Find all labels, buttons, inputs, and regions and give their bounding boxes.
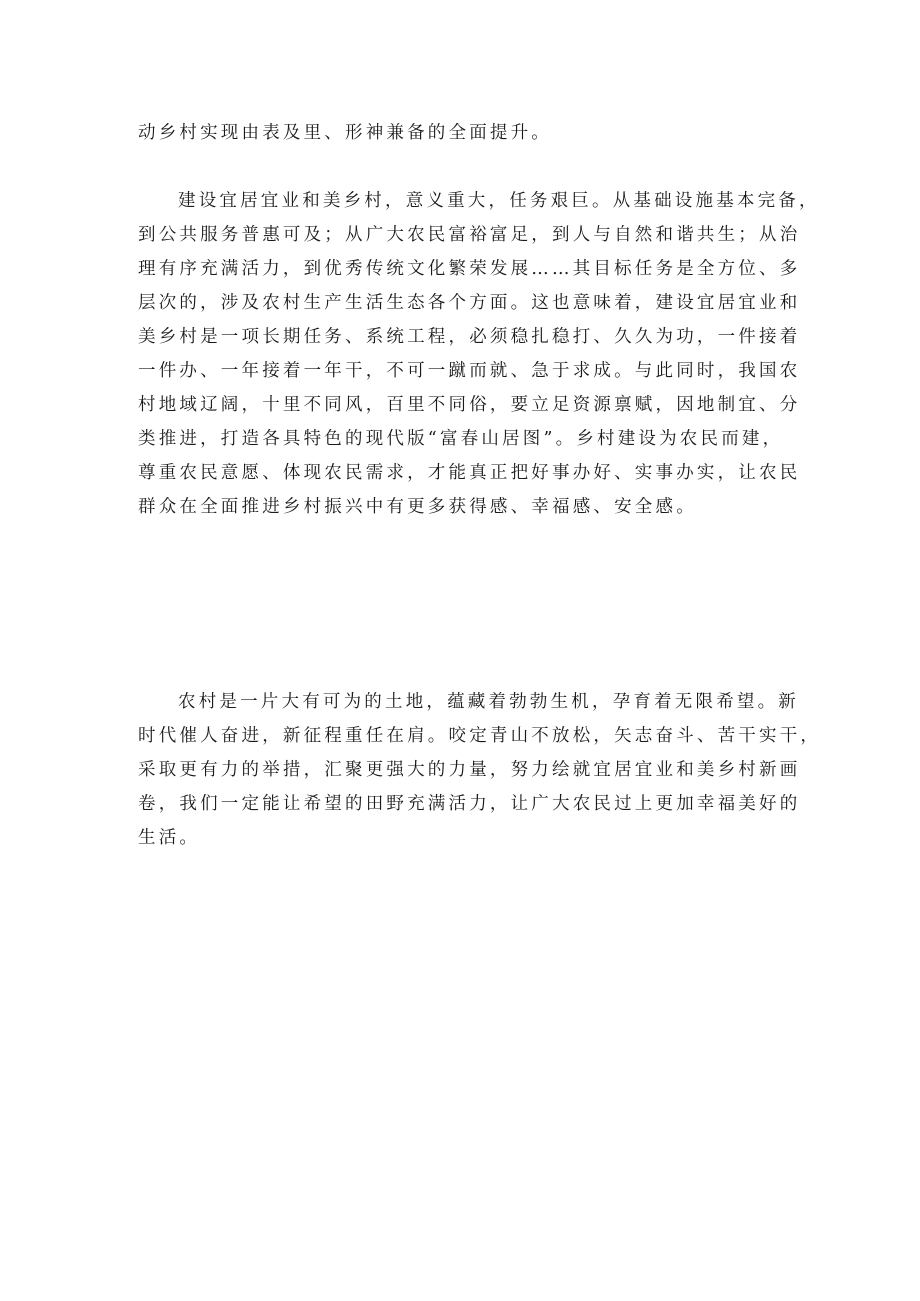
- paragraph-line: 理有序充满活力，到优秀传统文化繁荣发展……其目标任务是全方位、多: [138, 259, 801, 279]
- paragraph-line: 类推进，打造各具特色的现代版“富春山居图”。乡村建设为农民而建，: [138, 429, 784, 449]
- paragraph-line: 尊重农民意愿、体现农民需求，才能真正把好事办好、实事办实，让农民: [138, 463, 801, 483]
- paragraph-line: 时代催人奋进，新征程重任在肩。咬定青山不放松，矢志奋斗、苦干实干，: [138, 726, 822, 746]
- paragraph-line: 层次的，涉及农村生产生活生态各个方面。这也意味着，建设宜居宜业和: [138, 293, 801, 313]
- paragraph-line: 村地域辽阔，十里不同风，百里不同俗，要立足资源禀赋，因地制宜、分: [138, 395, 801, 415]
- paragraph-2: [138, 184, 820, 524]
- paragraph-line: 到公共服务普惠可及；从广大农民富裕富足，到人与自然和谐共生；从治: [138, 225, 801, 245]
- paragraph-line: 美乡村是一项长期任务、系统工程，必须稳扎稳打、久久为功，一件接着: [138, 327, 801, 347]
- paragraph-line: 动乡村实现由表及里、形神兼备的全面提升。: [138, 123, 552, 143]
- paragraph-line: 群众在全面推进乡村振兴中有更多获得感、幸福感、安全感。: [138, 497, 697, 517]
- paragraph-line: 采取更有力的举措，汇聚更强大的力量，努力绘就宜居宜业和美乡村新画: [138, 760, 801, 780]
- paragraph-line: 卷，我们一定能让希望的田野充满活力，让广大农民过上更加幸福美好的: [138, 794, 801, 814]
- paragraph-1: [138, 116, 788, 150]
- paragraph-line: 一件办、一年接着一年干，不可一蹴而就、急于求成。与此同时，我国农: [138, 361, 801, 381]
- paragraph-3: [138, 685, 822, 855]
- paragraph-line: 农村是一片大有可为的土地，蕴藏着勃勃生机，孕育着无限希望。新: [178, 692, 799, 712]
- paragraph-line: 生活。: [138, 828, 201, 848]
- paragraph-line: 建设宜居宜业和美乡村，意义重大，任务艰巨。从基础设施基本完备，: [178, 191, 820, 211]
